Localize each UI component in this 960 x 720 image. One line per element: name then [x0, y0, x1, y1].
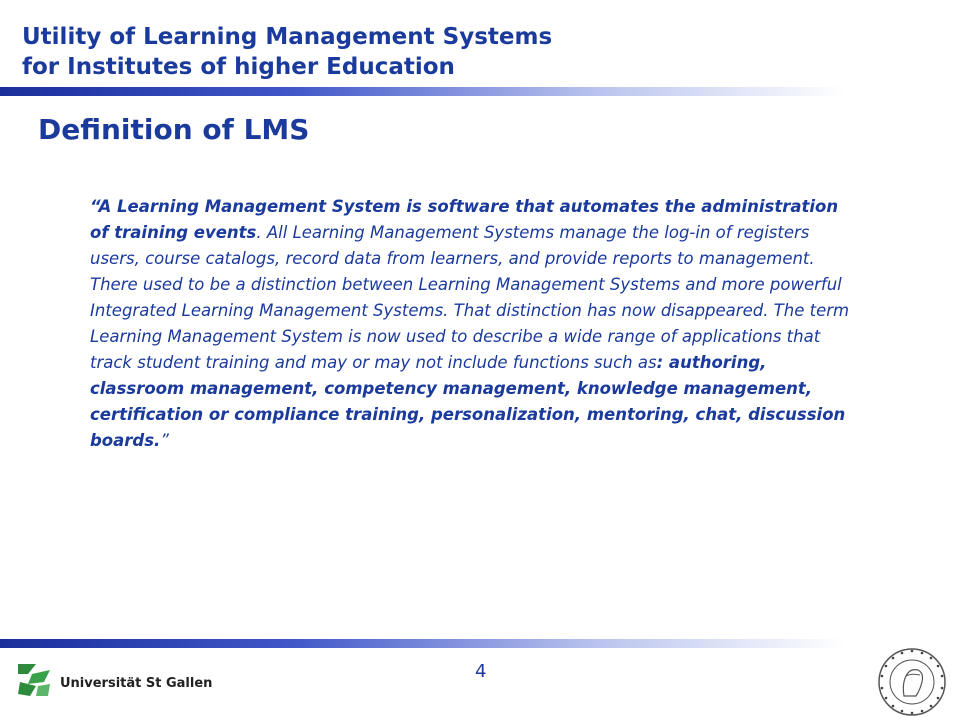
university-logo-text: Universität St Gallen [60, 676, 213, 691]
page-number: 4 [475, 661, 487, 682]
quote-close: ” [160, 431, 169, 450]
quote-body: . All Learning Management Systems manage the log-in of registers users, course catalogs, record data from learners, and provide reports to management. There used to be a distinction between Learning Management Systems and more powerful Integrated Learning Management Systems. That distinction has now disappeared. The term Learning Management System is now used to describe a wide range of applications that track student training and may or may not include functions such as [90, 223, 850, 372]
header-divider-bar [0, 87, 960, 96]
footer-divider-bar [0, 639, 960, 648]
st-gallen-logo-icon [14, 660, 54, 700]
definition-quote [90, 194, 860, 454]
presentation-title [22, 22, 552, 82]
st-gallen-logo [14, 660, 214, 700]
quote-bold-start: “A Learning Management System is software that automates the administration of training events [90, 197, 839, 242]
slide-title: Definition of LMS [38, 113, 310, 146]
presentation-title-line1: Utility of Learning Management Systems [22, 24, 553, 50]
presentation-title-line2: for Institutes of higher Education [22, 54, 455, 80]
quote-bold-end: : authoring, classroom management, competency management, knowledge management, certification or compliance training, personalization, mentoring, chat, discussion boards. [90, 353, 846, 450]
humboldt-seal-icon [876, 646, 948, 718]
